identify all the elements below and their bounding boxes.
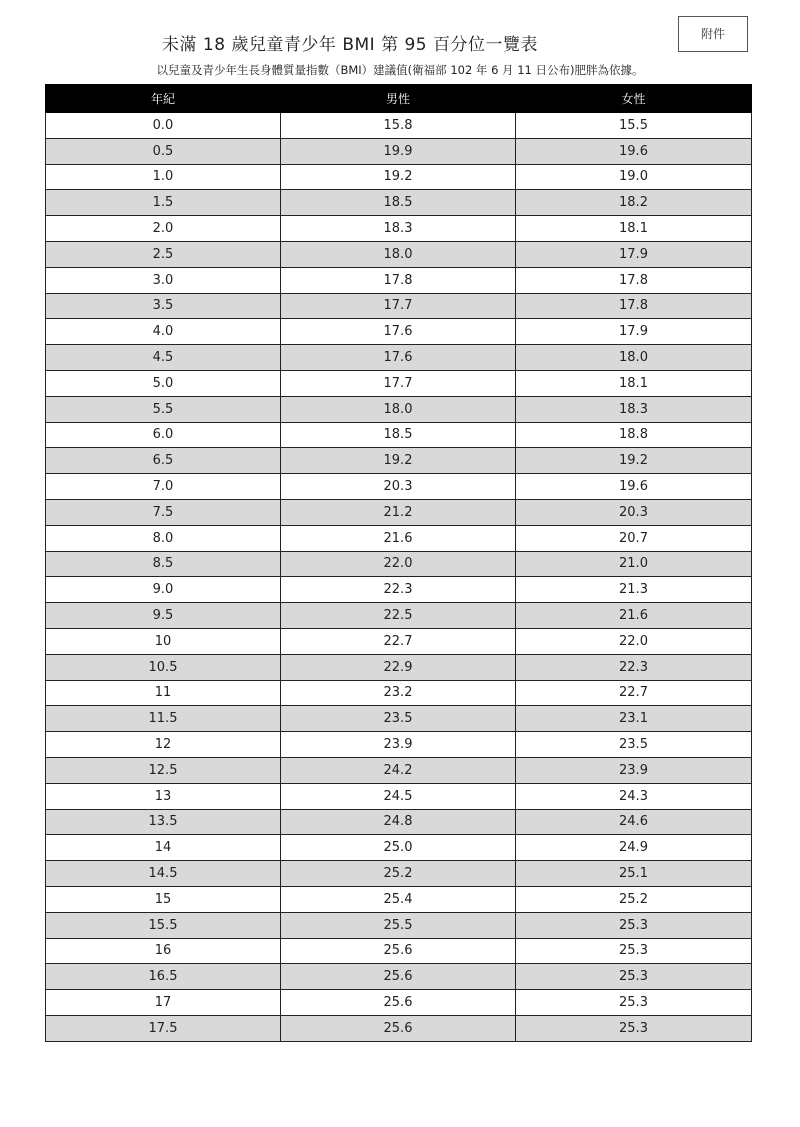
cell-age: 12 [46, 732, 281, 758]
cell-male: 25.5 [281, 912, 516, 938]
cell-age: 4.0 [46, 319, 281, 345]
cell-age: 16 [46, 938, 281, 964]
cell-age: 17.5 [46, 1015, 281, 1041]
table-row [46, 757, 752, 783]
cell-age: 12.5 [46, 757, 281, 783]
cell-age: 11.5 [46, 706, 281, 732]
cell-age: 7.5 [46, 499, 281, 525]
cell-age: 11 [46, 680, 281, 706]
cell-male: 21.6 [281, 525, 516, 551]
cell-male: 22.5 [281, 603, 516, 629]
cell-age: 3.0 [46, 267, 281, 293]
table-row [46, 912, 752, 938]
cell-age: 13 [46, 783, 281, 809]
cell-male: 23.9 [281, 732, 516, 758]
cell-male: 25.6 [281, 964, 516, 990]
cell-age: 16.5 [46, 964, 281, 990]
cell-age: 13.5 [46, 809, 281, 835]
cell-female: 18.8 [516, 422, 752, 448]
cell-male: 23.5 [281, 706, 516, 732]
cell-male: 25.6 [281, 990, 516, 1016]
cell-female: 19.0 [516, 164, 752, 190]
cell-age: 15.5 [46, 912, 281, 938]
table-row [46, 319, 752, 345]
cell-female: 15.5 [516, 113, 752, 139]
table-row [46, 267, 752, 293]
table-row [46, 499, 752, 525]
cell-age: 10.5 [46, 654, 281, 680]
cell-female: 17.8 [516, 293, 752, 319]
table-row [46, 113, 752, 139]
cell-male: 25.4 [281, 886, 516, 912]
page-subtitle: 以兒童及青少年生長身體質量指數（BMI）建議值(衛福部 102 年 6 月 11 日公布)肥胖為依據。 [156, 63, 644, 77]
cell-age: 4.5 [46, 345, 281, 371]
cell-male: 21.2 [281, 499, 516, 525]
table-row [46, 577, 752, 603]
cell-female: 24.9 [516, 835, 752, 861]
cell-age: 1.0 [46, 164, 281, 190]
cell-age: 17 [46, 990, 281, 1016]
cell-female: 18.3 [516, 396, 752, 422]
cell-female: 22.3 [516, 654, 752, 680]
cell-age: 6.5 [46, 448, 281, 474]
cell-age: 15 [46, 886, 281, 912]
cell-male: 19.9 [281, 138, 516, 164]
cell-male: 25.2 [281, 861, 516, 887]
cell-female: 19.6 [516, 138, 752, 164]
table-row [46, 551, 752, 577]
page-title: 未滿 18 歲兒童青少年 BMI 第 95 百分位一覽表 [161, 35, 539, 55]
cell-female: 25.3 [516, 1015, 752, 1041]
table-row [46, 448, 752, 474]
table-row [46, 964, 752, 990]
cell-female: 23.5 [516, 732, 752, 758]
cell-male: 22.9 [281, 654, 516, 680]
cell-age: 0.5 [46, 138, 281, 164]
cell-age: 7.0 [46, 474, 281, 500]
table-header-row [46, 85, 752, 113]
cell-female: 19.6 [516, 474, 752, 500]
cell-male: 22.3 [281, 577, 516, 603]
table-row [46, 990, 752, 1016]
cell-male: 17.6 [281, 319, 516, 345]
cell-female: 23.1 [516, 706, 752, 732]
cell-age: 5.0 [46, 370, 281, 396]
table-row [46, 706, 752, 732]
cell-male: 17.7 [281, 293, 516, 319]
cell-male: 25.6 [281, 1015, 516, 1041]
cell-female: 25.1 [516, 861, 752, 887]
header-male: 男性 [281, 85, 516, 113]
cell-male: 19.2 [281, 448, 516, 474]
table-row [46, 732, 752, 758]
cell-male: 18.5 [281, 422, 516, 448]
cell-age: 8.0 [46, 525, 281, 551]
cell-female: 21.0 [516, 551, 752, 577]
cell-male: 25.0 [281, 835, 516, 861]
cell-age: 8.5 [46, 551, 281, 577]
cell-age: 1.5 [46, 190, 281, 216]
bmi-table [45, 84, 752, 1042]
table-row [46, 886, 752, 912]
cell-age: 5.5 [46, 396, 281, 422]
cell-male: 18.0 [281, 241, 516, 267]
cell-female: 18.0 [516, 345, 752, 371]
cell-female: 17.9 [516, 319, 752, 345]
cell-age: 2.0 [46, 216, 281, 242]
cell-female: 18.1 [516, 216, 752, 242]
cell-female: 24.6 [516, 809, 752, 835]
table-row [46, 680, 752, 706]
table-row [46, 396, 752, 422]
cell-female: 20.7 [516, 525, 752, 551]
table-row [46, 216, 752, 242]
cell-male: 17.6 [281, 345, 516, 371]
cell-male: 17.8 [281, 267, 516, 293]
cell-female: 25.3 [516, 938, 752, 964]
cell-age: 14.5 [46, 861, 281, 887]
cell-age: 9.0 [46, 577, 281, 603]
cell-female: 20.3 [516, 499, 752, 525]
table-row [46, 835, 752, 861]
cell-female: 17.8 [516, 267, 752, 293]
header-age: 年紀 [46, 85, 281, 113]
table-row [46, 164, 752, 190]
cell-age: 6.0 [46, 422, 281, 448]
cell-male: 15.8 [281, 113, 516, 139]
table-row [46, 861, 752, 887]
table-row [46, 783, 752, 809]
header-female: 女性 [516, 85, 752, 113]
cell-male: 18.5 [281, 190, 516, 216]
table-row [46, 474, 752, 500]
cell-female: 22.7 [516, 680, 752, 706]
cell-female: 19.2 [516, 448, 752, 474]
table-row [46, 603, 752, 629]
table-row [46, 241, 752, 267]
table-row [46, 628, 752, 654]
cell-female: 24.3 [516, 783, 752, 809]
table-row [46, 190, 752, 216]
cell-male: 20.3 [281, 474, 516, 500]
cell-male: 24.5 [281, 783, 516, 809]
cell-age: 10 [46, 628, 281, 654]
table-row [46, 809, 752, 835]
table-row [46, 293, 752, 319]
table-row [46, 138, 752, 164]
cell-female: 25.2 [516, 886, 752, 912]
cell-male: 24.2 [281, 757, 516, 783]
table-row [46, 422, 752, 448]
cell-female: 18.1 [516, 370, 752, 396]
cell-male: 18.3 [281, 216, 516, 242]
table-row [46, 525, 752, 551]
cell-age: 14 [46, 835, 281, 861]
cell-male: 17.7 [281, 370, 516, 396]
attachment-label: 附件 [678, 16, 748, 52]
cell-female: 17.9 [516, 241, 752, 267]
table-row [46, 938, 752, 964]
cell-male: 23.2 [281, 680, 516, 706]
cell-female: 25.3 [516, 990, 752, 1016]
table-row [46, 1015, 752, 1041]
table-row [46, 370, 752, 396]
cell-female: 25.3 [516, 964, 752, 990]
cell-age: 9.5 [46, 603, 281, 629]
cell-female: 21.3 [516, 577, 752, 603]
cell-female: 23.9 [516, 757, 752, 783]
cell-age: 0.0 [46, 113, 281, 139]
cell-male: 22.0 [281, 551, 516, 577]
cell-age: 2.5 [46, 241, 281, 267]
cell-male: 22.7 [281, 628, 516, 654]
cell-age: 3.5 [46, 293, 281, 319]
cell-male: 25.6 [281, 938, 516, 964]
cell-male: 19.2 [281, 164, 516, 190]
cell-female: 21.6 [516, 603, 752, 629]
table-body [46, 113, 752, 1042]
table-row [46, 654, 752, 680]
cell-male: 24.8 [281, 809, 516, 835]
table-row [46, 345, 752, 371]
cell-female: 22.0 [516, 628, 752, 654]
cell-female: 25.3 [516, 912, 752, 938]
cell-male: 18.0 [281, 396, 516, 422]
cell-female: 18.2 [516, 190, 752, 216]
